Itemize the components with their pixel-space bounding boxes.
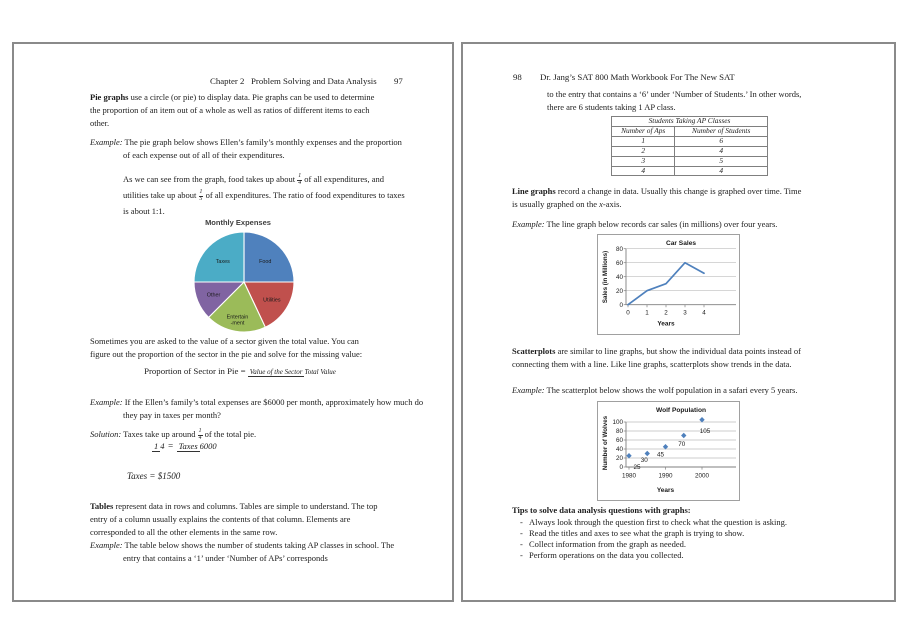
ap-classes-table: [611, 116, 768, 176]
x-tick-label: 4: [702, 309, 706, 317]
point-label: 25: [633, 463, 641, 471]
point-label: 70: [678, 441, 686, 448]
table-row: [612, 146, 768, 156]
table-row: [612, 136, 768, 146]
table-header-cell: Number of Students: [675, 126, 768, 136]
y-tick-label: 40: [615, 273, 623, 281]
y-tick-label: 60: [615, 259, 623, 267]
y-tick-label: 80: [615, 245, 623, 253]
solution-label: Solution:: [90, 429, 122, 439]
example-label: Example:: [90, 540, 123, 550]
scatter-point: [645, 451, 650, 456]
page-number-98: 98: [513, 72, 522, 82]
fraction-rhs: Taxes 6000: [178, 441, 217, 451]
point-label: 45: [656, 451, 665, 459]
pie-label-utilities: Utilities: [263, 297, 281, 304]
pie-graphs-term: Pie graphs: [90, 92, 129, 102]
table-cell: 4: [612, 166, 675, 176]
wolf-population-chart: [598, 402, 739, 500]
fraction-one-fourth: $\frac{1}{4}$: [298, 173, 302, 187]
x-tick-label: 1990: [658, 472, 673, 480]
table-row: [612, 166, 768, 176]
wolf-population-chart-frame: [597, 401, 740, 501]
example-table-paragraph: Example: The table below shows the number of students taking AP classes in school. The entry that contains a ‘1’ under ‘Number of APs’ corresponds: [90, 540, 395, 563]
y-axis-title: Sales (in Millions): [602, 250, 609, 304]
y-axis-title: Number of Wolves: [602, 415, 609, 471]
y-tick-label: 40: [615, 446, 623, 454]
y-tick-label: 60: [615, 437, 623, 445]
pie-slice-food: [244, 232, 294, 282]
line-series: [628, 263, 704, 305]
tables-intro-paragraph: Tables represent data in rows and columns. Tables are simple to understand. The top entry of a column usually explains the contents of that column. Elements are corresponded to all the other elements in the same row.: [90, 501, 378, 537]
bullet-dash: -: [520, 539, 523, 549]
table-cell: 2: [612, 146, 675, 156]
tip-item-4: - Perform operations on the data you collected.: [520, 550, 684, 560]
point-label: 30: [640, 457, 648, 464]
table-cell: 6: [675, 136, 768, 146]
formula-fraction: Value of the Sector Total Value: [249, 367, 336, 376]
continuation-paragraph: to the entry that contains a ‘6’ under ‘Number of Students.’ In other words, there are 6 students taking 1 AP class.: [547, 89, 802, 112]
left-page: [12, 42, 454, 602]
scatterplots-term: Scatterplots: [512, 346, 556, 356]
scatter-point: [681, 433, 686, 438]
y-tick-label: 0: [619, 301, 623, 309]
tip-item-1: - Always look through the question first to check what the question is asking.: [520, 517, 788, 527]
fraction-lhs: 1 4: [154, 441, 165, 451]
proportion-formula: Proportion of Sector in Pie = Value of the Sector Total Value: [144, 366, 336, 376]
scatter-point: [699, 417, 704, 422]
solution-equation: 1 4 = Taxes 6000: [154, 441, 217, 452]
pie-slice-taxes: [194, 232, 244, 282]
table-row: [612, 156, 768, 166]
bullet-dash: -: [520, 528, 523, 538]
y-tick-label: 20: [615, 455, 623, 463]
example-label: Example:: [90, 397, 123, 407]
example-expenses-paragraph: Example: If the Ellen’s family’s total expenses are $6000 per month, approximately how much do they pay in taxes per month?: [90, 397, 424, 420]
car-sales-chart-frame: [597, 234, 740, 335]
x-tick-label: 0: [626, 309, 630, 317]
solution-result: Taxes = $1500: [127, 471, 181, 481]
fraction-one-fourth: $\frac{1}{4}$: [198, 428, 202, 442]
point-label: 105: [699, 427, 711, 435]
x-axis-title: Years: [656, 487, 675, 494]
table-cell: 3: [612, 156, 675, 166]
table-cell: 4: [675, 166, 768, 176]
pie-label-food: Food: [259, 258, 272, 265]
table-header-cell: Number of Aps: [612, 126, 675, 136]
scatter-point: [626, 453, 631, 458]
tips-heading: Tips to solve data analysis questions with graphs:: [512, 505, 691, 515]
line-graphs-paragraph: Line graphs record a change in data. Usually this change is graphed over time. Time is usually graphed on the x-axis.: [512, 186, 802, 209]
pie-label-taxes: Taxes: [215, 258, 230, 265]
tip-item-2: - Read the titles and axes to see what the graph is trying to show.: [520, 528, 745, 538]
example-label: Example:: [90, 137, 123, 147]
car-sales-chart: [598, 235, 739, 334]
ap-table-grid: [611, 116, 768, 176]
x-tick-label: 1980: [621, 472, 637, 480]
example-pie-paragraph: Example: The pie graph below shows Ellen’s family’s monthly expenses and the proportion of each expense out of all of their expenditures.: [90, 137, 402, 160]
running-head-left: Chapter 2 Problem Solving and Data Analysis: [210, 76, 377, 86]
x-axis-italic: x: [599, 198, 603, 209]
page-number-97: 97: [394, 76, 403, 86]
tables-term: Tables: [90, 501, 114, 511]
scatterplots-paragraph: Scatterplots are similar to line graphs, but show the individual data points instead of connecting them with a line. Like line graphs, scatterplots show trends in the data.: [512, 346, 801, 369]
x-tick-label: 1: [645, 309, 649, 317]
x-tick-label: 3: [683, 309, 687, 317]
bullet-dash: -: [520, 517, 523, 527]
table-cell: 1: [612, 136, 675, 146]
observation-paragraph: As we can see from the graph, food takes up about $\frac{1}{4}$ of all expenditures, and utilities take up about $\frac{1}{5}$ of all expenditures. The ratio of food expenditures to taxes is about 1:1.: [123, 173, 405, 216]
line-graphs-term: Line graphs: [512, 186, 556, 196]
running-head-right: Dr. Jang’s SAT 800 Math Workbook For The New SAT: [540, 72, 735, 82]
chart-title: Car Sales: [665, 240, 697, 247]
pie-intro-paragraph: Pie graphs use a circle (or pie) to display data. Pie graphs can be used to determine the proportion of an item out of a whole as well as ratios of different items to each other.: [90, 92, 375, 128]
y-tick-label: 0: [619, 464, 623, 472]
right-page: [461, 42, 896, 602]
y-tick-label: 20: [615, 287, 623, 295]
tip-item-3: - Collect information from the graph as needed.: [520, 539, 686, 549]
sometimes-paragraph: Sometimes you are asked to the value of a sector given the total value. You can figure out the proportion of the sector in the pie and solve for the missing value:: [90, 336, 363, 359]
y-tick-label: 100: [612, 419, 623, 427]
solution-paragraph: Solution: Taxes take up around $\frac{1}{4}$ of the total pie.: [90, 428, 257, 442]
table-cell: 5: [675, 156, 768, 166]
pie-label-entertainment: Entertain -ment: [226, 314, 249, 327]
fraction-one-fifth: $\frac{1}{5}$: [199, 189, 203, 203]
pie-chart: [180, 224, 308, 336]
pie-label-other: Other: [206, 292, 221, 299]
example-line-paragraph: Example: The line graph below records car sales (in millions) over four years.: [512, 219, 778, 229]
pie-chart-title: Monthly Expenses: [205, 218, 271, 227]
x-tick-label: 2: [664, 309, 668, 317]
table-cell: 4: [675, 146, 768, 156]
example-label: Example:: [512, 219, 545, 229]
scatter-point: [663, 444, 668, 449]
chart-title: Wolf Population: [655, 407, 707, 414]
example-label: Example:: [512, 385, 545, 395]
bullet-dash: -: [520, 550, 523, 560]
x-axis-title: Years: [657, 320, 675, 328]
y-tick-label: 80: [615, 428, 623, 436]
table-title-cell: Students Taking AP Classes: [612, 117, 768, 127]
x-tick-label: 2000: [694, 472, 710, 480]
example-scatter-paragraph: Example: The scatterplot below shows the wolf population in a safari every 5 years.: [512, 385, 798, 395]
